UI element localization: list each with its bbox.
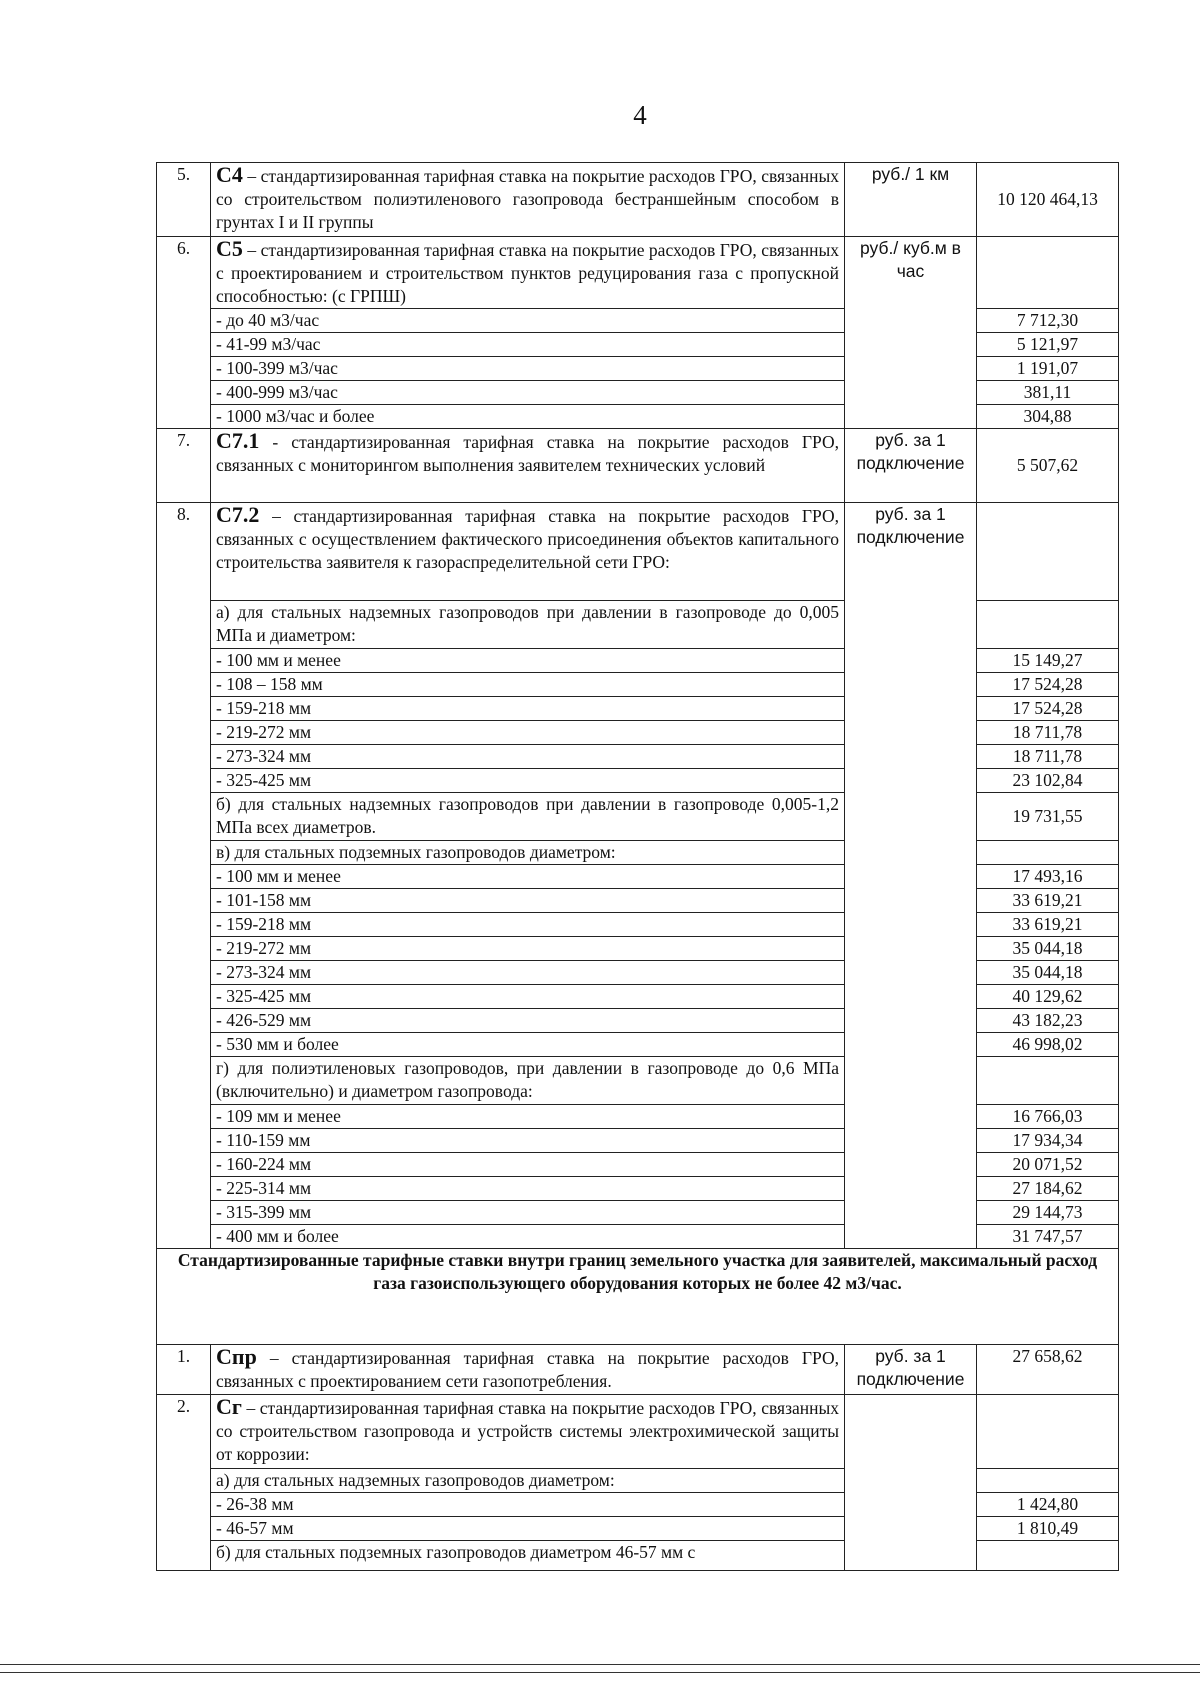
value-cell: 381,11	[977, 381, 1119, 405]
unit-cell: руб. за 1 подключение	[845, 1345, 977, 1395]
rate-code: С7.2	[216, 502, 260, 527]
unit-cell: руб. за 1 подключение	[845, 429, 977, 503]
range-label: - 100 мм и менее	[211, 649, 845, 673]
rate-text: – стандартизированная тарифная ставка на покрытие расходов ГРО, связанных со строительством газопровода и устройств системы электрохимической защиты от коррозии:	[216, 1398, 839, 1464]
page-number: 4	[633, 100, 647, 130]
rate-description	[211, 1395, 845, 1469]
rate-code: Спр	[216, 1344, 257, 1369]
range-label: - 100 мм и менее	[211, 865, 845, 889]
range-label: - до 40 м3/час	[211, 309, 845, 333]
value-cell: 19 731,55	[977, 793, 1119, 841]
table-row	[157, 163, 1119, 237]
range-label: - 160-224 мм	[211, 1153, 845, 1177]
value-cell	[977, 1057, 1119, 1105]
value-cell: 18 711,78	[977, 745, 1119, 769]
range-label: - 110-159 мм	[211, 1129, 845, 1153]
value-cell: 20 071,52	[977, 1153, 1119, 1177]
subgroup-label: б) для стальных надземных газопроводов при давлении в газопроводе 0,005-1,2 МПа всех диаметров.	[211, 793, 845, 841]
range-label: - 219-272 мм	[211, 937, 845, 961]
range-label: - 273-324 мм	[211, 961, 845, 985]
range-label: - 159-218 мм	[211, 697, 845, 721]
row-number: 5.	[157, 163, 211, 237]
value-cell	[977, 237, 1119, 309]
rate-description	[211, 1345, 845, 1395]
range-label: - 109 мм и менее	[211, 1105, 845, 1129]
table-row	[157, 1249, 1119, 1345]
unit-cell	[845, 1395, 977, 1571]
range-label: - 108 – 158 мм	[211, 673, 845, 697]
value-cell: 33 619,21	[977, 889, 1119, 913]
rate-text: – стандартизированная тарифная ставка на покрытие расходов ГРО, связанных со строительством полиэтиленового газопровода бестраншейным способом в грунтах I и II группы	[216, 166, 839, 232]
value-cell: 43 182,23	[977, 1009, 1119, 1033]
range-label: - 46-57 мм	[211, 1517, 845, 1541]
value-cell: 40 129,62	[977, 985, 1119, 1009]
value-cell: 23 102,84	[977, 769, 1119, 793]
table-row	[157, 429, 1119, 503]
value-cell: 7 712,30	[977, 309, 1119, 333]
range-label: - 219-272 мм	[211, 721, 845, 745]
rate-description	[211, 503, 845, 601]
range-label: - 100-399 м3/час	[211, 357, 845, 381]
table-row	[157, 1395, 1119, 1469]
rate-text: – стандартизированная тарифная ставка на покрытие расходов ГРО, связанных с проектированием сети газопотребления.	[216, 1348, 839, 1391]
unit-cell: руб. за 1 подключение	[845, 503, 977, 1249]
table-row	[157, 237, 1119, 309]
range-label: - 315-399 мм	[211, 1201, 845, 1225]
rate-text: – стандартизированная тарифная ставка на покрытие расходов ГРО, связанных с осуществлением фактического присоединения объектов капитального строительства заявителя к газораспределительной сети ГРО:	[216, 506, 839, 572]
row-number: 2.	[157, 1395, 211, 1571]
range-label: - 400 мм и более	[211, 1225, 845, 1249]
row-number: 8.	[157, 503, 211, 1249]
range-label: - 225-314 мм	[211, 1177, 845, 1201]
row-number: 7.	[157, 429, 211, 503]
value-cell	[977, 1469, 1119, 1493]
value-cell: 27 658,62	[977, 1345, 1119, 1395]
value-cell	[977, 841, 1119, 865]
range-label: - 26-38 мм	[211, 1493, 845, 1517]
value-cell	[977, 1541, 1119, 1571]
range-label: - 426-529 мм	[211, 1009, 845, 1033]
rate-code: С4	[216, 162, 243, 187]
range-label: - 325-425 мм	[211, 985, 845, 1009]
value-cell: 304,88	[977, 405, 1119, 429]
unit-cell: руб./ 1 км	[845, 163, 977, 237]
value-cell: 35 044,18	[977, 961, 1119, 985]
value-cell: 10 120 464,13	[977, 163, 1119, 237]
subgroup-label: г) для полиэтиленовых газопроводов, при давлении в газопроводе до 0,6 МПа (включительно) и диаметром газопровода:	[211, 1057, 845, 1105]
subgroup-label: б) для стальных подземных газопроводов диаметром 46-57 мм с	[211, 1541, 845, 1571]
value-cell: 16 766,03	[977, 1105, 1119, 1129]
table-row	[157, 503, 1119, 601]
rate-code: Сг	[216, 1394, 242, 1419]
page-bottom-rule	[0, 1664, 1200, 1665]
rate-description	[211, 429, 845, 503]
value-cell: 33 619,21	[977, 913, 1119, 937]
unit-cell: руб./ куб.м в час	[845, 237, 977, 429]
rate-description	[211, 237, 845, 309]
row-number: 1.	[157, 1345, 211, 1395]
rate-description	[211, 163, 845, 237]
rate-code: С5	[216, 236, 243, 261]
section-heading: Стандартизированные тарифные ставки внутри границ земельного участка для заявителей, максимальный расход газа газоиспользующего оборудования которых не более 42 м3/час.	[157, 1249, 1119, 1345]
rate-text: – стандартизированная тарифная ставка на покрытие расходов ГРО, связанных с проектированием и строительством пунктов редуцирования газа с пропускной способностью: (с ГРПШ)	[216, 240, 839, 306]
value-cell: 46 998,02	[977, 1033, 1119, 1057]
range-label: - 530 мм и более	[211, 1033, 845, 1057]
subgroup-label: в) для стальных подземных газопроводов диаметром:	[211, 841, 845, 865]
value-cell: 1 191,07	[977, 357, 1119, 381]
value-cell: 29 144,73	[977, 1201, 1119, 1225]
tariff-table	[156, 162, 1119, 1571]
range-label: - 101-158 мм	[211, 889, 845, 913]
value-cell: 1 424,80	[977, 1493, 1119, 1517]
value-cell: 17 524,28	[977, 673, 1119, 697]
range-label: - 159-218 мм	[211, 913, 845, 937]
subgroup-label: а) для стальных надземных газопроводов диаметром:	[211, 1469, 845, 1493]
table-row	[157, 1345, 1119, 1395]
subgroup-label: а) для стальных надземных газопроводов при давлении в газопроводе до 0,005 МПа и диаметром:	[211, 601, 845, 649]
range-label: - 325-425 мм	[211, 769, 845, 793]
row-number: 6.	[157, 237, 211, 429]
value-cell: 35 044,18	[977, 937, 1119, 961]
page-bottom-rule	[0, 1672, 1200, 1673]
value-cell: 17 524,28	[977, 697, 1119, 721]
range-label: - 1000 м3/час и более	[211, 405, 845, 429]
value-cell	[977, 1395, 1119, 1469]
value-cell	[977, 503, 1119, 601]
value-cell: 17 934,34	[977, 1129, 1119, 1153]
range-label: - 41-99 м3/час	[211, 333, 845, 357]
value-cell: 17 493,16	[977, 865, 1119, 889]
value-cell: 1 810,49	[977, 1517, 1119, 1541]
value-cell: 15 149,27	[977, 649, 1119, 673]
rate-text: - стандартизированная тарифная ставка на покрытие расходов ГРО, связанных с мониторингом выполнения заявителем технических условий	[216, 432, 839, 475]
value-cell	[977, 601, 1119, 649]
range-label: - 400-999 м3/час	[211, 381, 845, 405]
value-cell: 27 184,62	[977, 1177, 1119, 1201]
rate-code: С7.1	[216, 428, 260, 453]
range-label: - 273-324 мм	[211, 745, 845, 769]
value-cell: 5 121,97	[977, 333, 1119, 357]
value-cell: 31 747,57	[977, 1225, 1119, 1249]
value-cell: 18 711,78	[977, 721, 1119, 745]
value-cell: 5 507,62	[977, 429, 1119, 503]
